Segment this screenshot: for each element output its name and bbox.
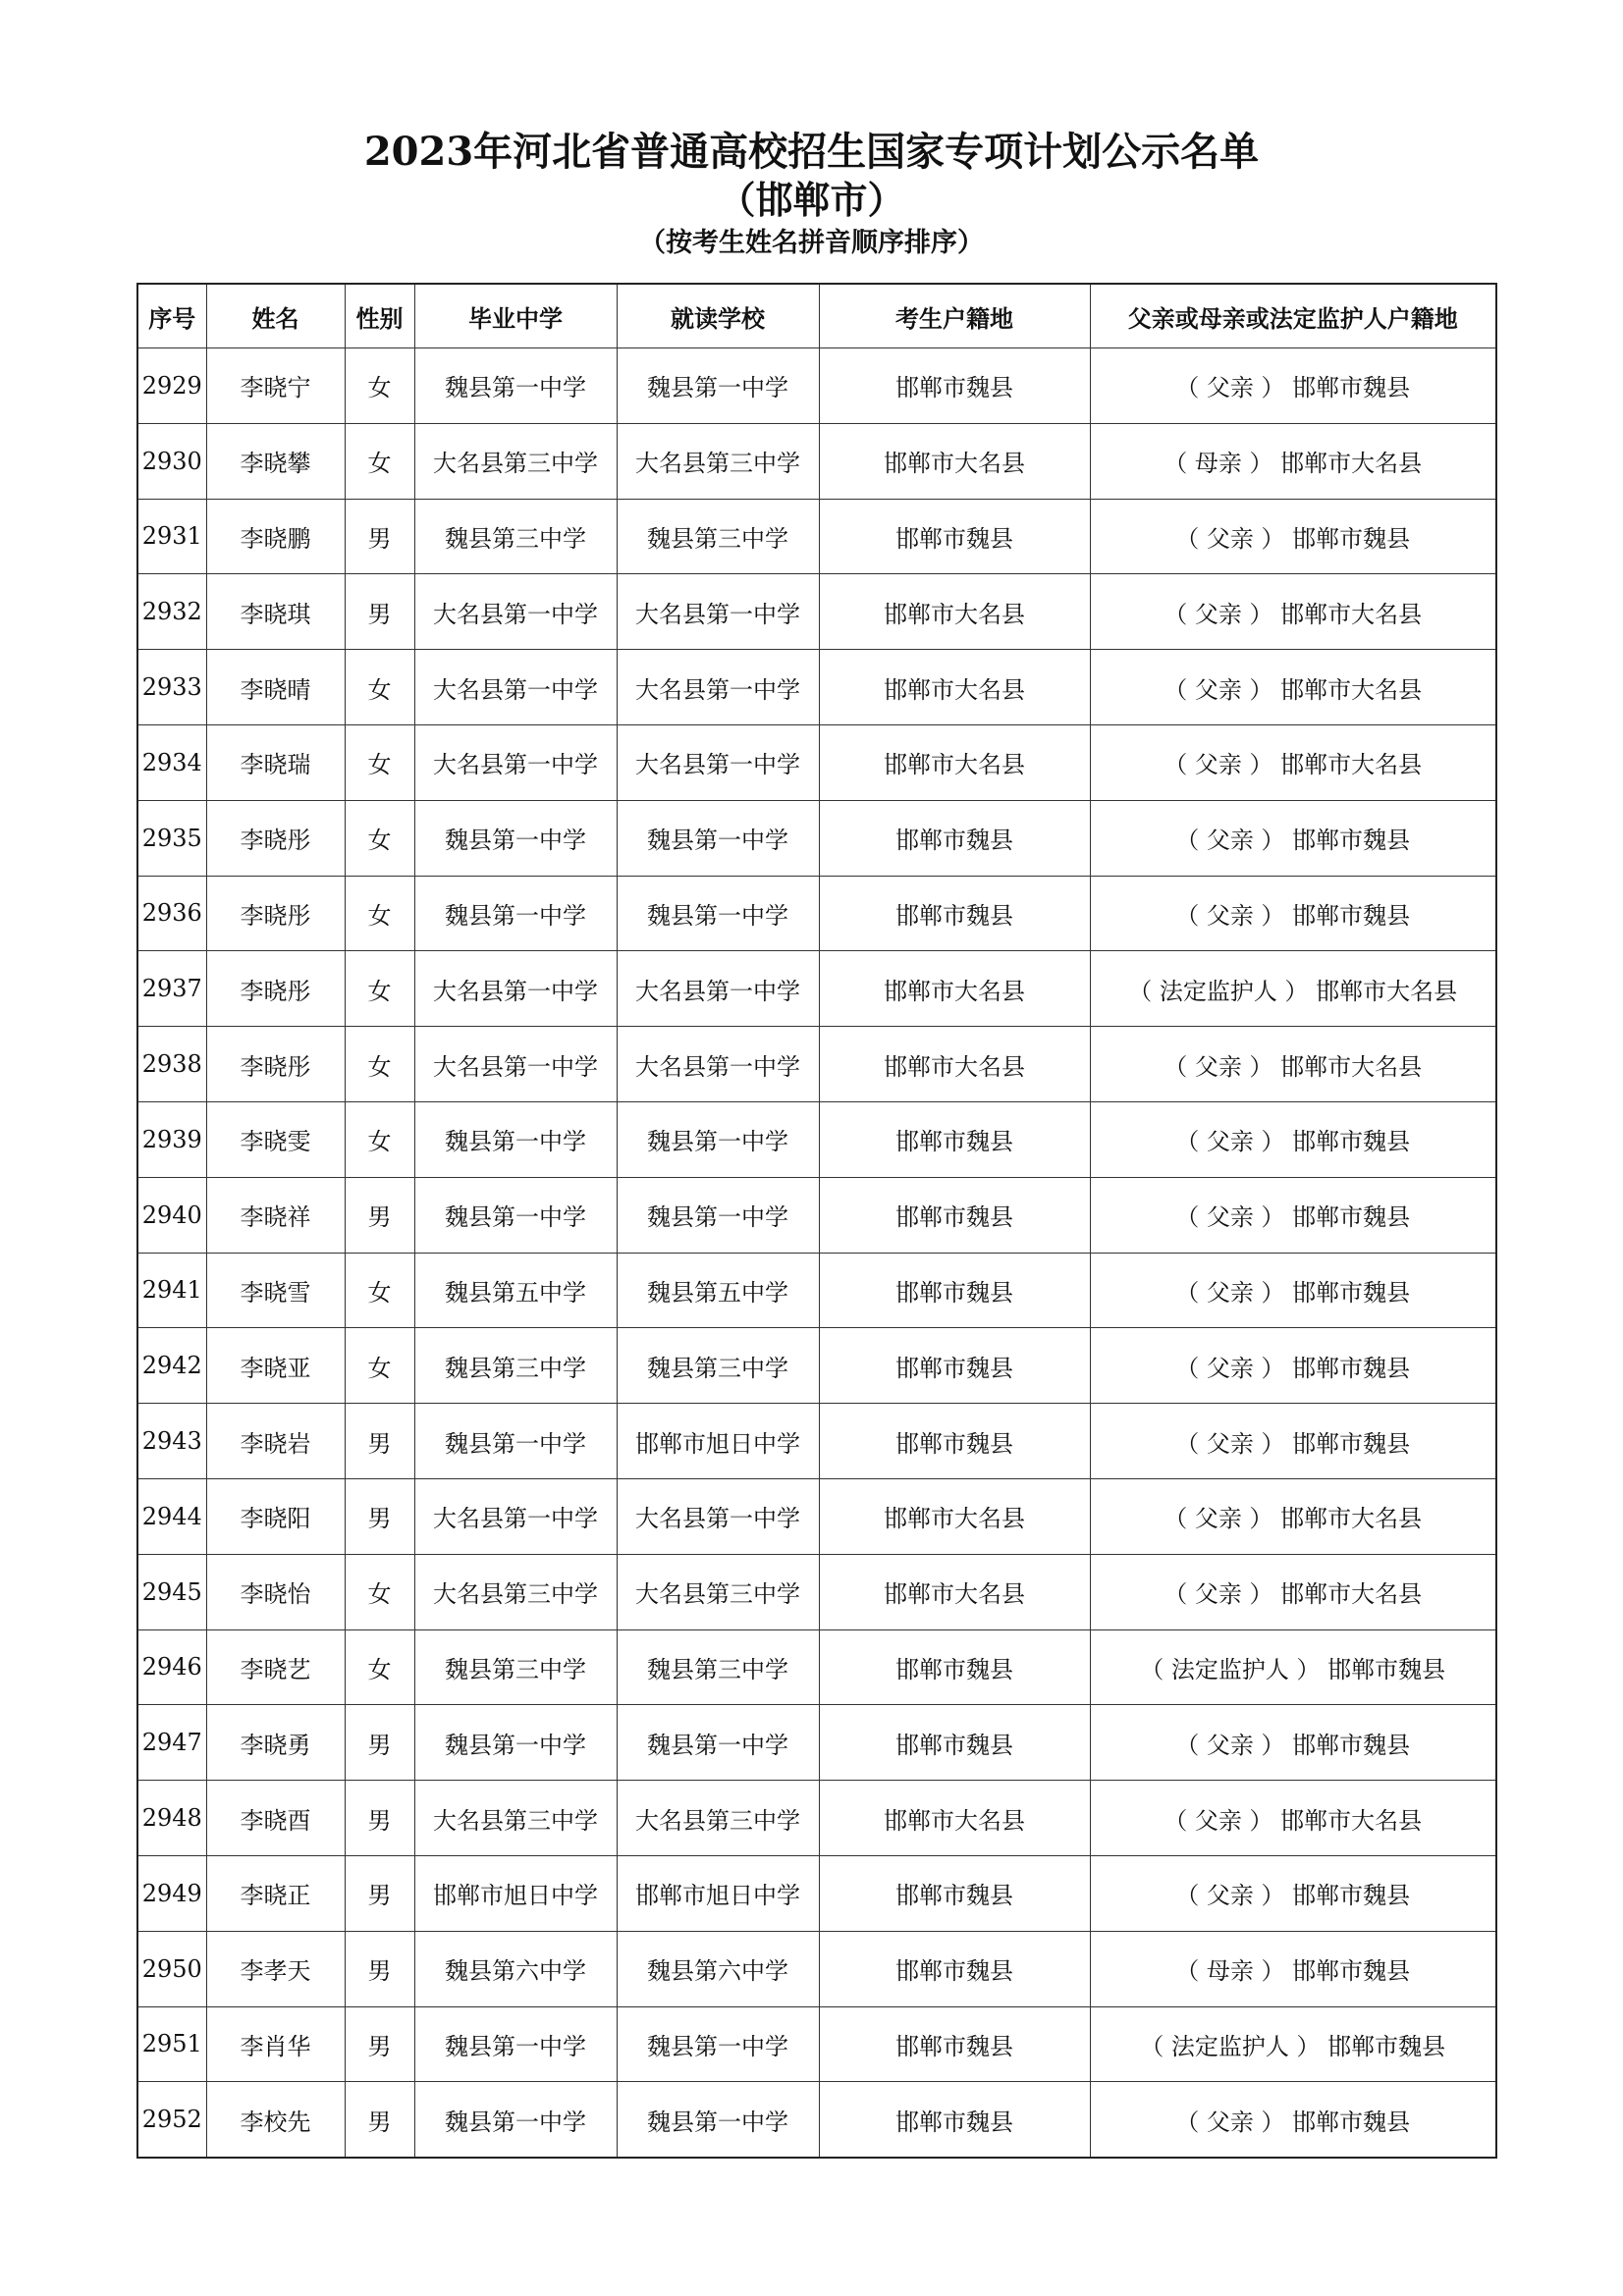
cell-guardian-hukou: （ 母亲 ） 邯郸市魏县 — [1090, 1931, 1496, 2006]
cell-guardian-hukou: （ 父亲 ） 邯郸市魏县 — [1090, 800, 1496, 876]
cell-name: 李晓彤 — [206, 800, 345, 876]
cell-current-school: 魏县第五中学 — [617, 1253, 819, 1328]
cell-name: 李晓彤 — [206, 1027, 345, 1102]
cell-current-school: 魏县第一中学 — [617, 2082, 819, 2158]
cell-graduated-school: 大名县第三中学 — [414, 1781, 617, 1856]
cell-student-hukou: 邯郸市魏县 — [819, 1253, 1090, 1328]
cell-seq: 2931 — [137, 499, 206, 574]
cell-graduated-school: 魏县第六中学 — [414, 1931, 617, 2006]
cell-current-school: 魏县第六中学 — [617, 1931, 819, 2006]
column-header-seq: 序号 — [137, 284, 206, 348]
table-row — [137, 574, 1496, 650]
cell-gender: 男 — [345, 1931, 414, 2006]
cell-name: 李孝天 — [206, 1931, 345, 2006]
cell-name: 李晓祥 — [206, 1177, 345, 1253]
cell-current-school: 魏县第三中学 — [617, 499, 819, 574]
cell-gender: 女 — [345, 1027, 414, 1102]
cell-guardian-hukou: （ 父亲 ） 邯郸市大名县 — [1090, 1478, 1496, 1554]
cell-seq: 2950 — [137, 1931, 206, 2006]
cell-guardian-hukou: （ 法定监护人 ） 邯郸市大名县 — [1090, 951, 1496, 1027]
cell-gender: 女 — [345, 348, 414, 424]
cell-current-school: 大名县第三中学 — [617, 1554, 819, 1629]
cell-student-hukou: 邯郸市大名县 — [819, 724, 1090, 800]
cell-guardian-hukou: （ 父亲 ） 邯郸市魏县 — [1090, 1404, 1496, 1479]
cell-student-hukou: 邯郸市魏县 — [819, 1177, 1090, 1253]
cell-gender: 男 — [345, 1705, 414, 1781]
cell-current-school: 大名县第一中学 — [617, 574, 819, 650]
table-row — [137, 1781, 1496, 1856]
cell-seq: 2941 — [137, 1253, 206, 1328]
cell-graduated-school: 大名县第一中学 — [414, 1027, 617, 1102]
cell-graduated-school: 大名县第三中学 — [414, 1554, 617, 1629]
cell-gender: 男 — [345, 2006, 414, 2082]
table-row — [137, 423, 1496, 499]
table-row — [137, 876, 1496, 951]
cell-guardian-hukou: （ 父亲 ） 邯郸市大名县 — [1090, 650, 1496, 725]
cell-gender: 女 — [345, 1253, 414, 1328]
cell-name: 李晓宁 — [206, 348, 345, 424]
cell-gender: 女 — [345, 951, 414, 1027]
cell-student-hukou: 邯郸市魏县 — [819, 1931, 1090, 2006]
cell-seq: 2943 — [137, 1404, 206, 1479]
cell-seq: 2932 — [137, 574, 206, 650]
table-row — [137, 1253, 1496, 1328]
cell-seq: 2947 — [137, 1705, 206, 1781]
cell-graduated-school: 大名县第一中学 — [414, 951, 617, 1027]
cell-graduated-school: 魏县第一中学 — [414, 2006, 617, 2082]
cell-current-school: 大名县第一中学 — [617, 650, 819, 725]
cell-name: 李晓雯 — [206, 1101, 345, 1177]
cell-current-school: 大名县第三中学 — [617, 423, 819, 499]
cell-name: 李晓岩 — [206, 1404, 345, 1479]
cell-current-school: 大名县第一中学 — [617, 1027, 819, 1102]
cell-seq: 2952 — [137, 2082, 206, 2158]
cell-graduated-school: 大名县第一中学 — [414, 574, 617, 650]
cell-student-hukou: 邯郸市大名县 — [819, 423, 1090, 499]
cell-student-hukou: 邯郸市魏县 — [819, 499, 1090, 574]
cell-seq: 2948 — [137, 1781, 206, 1856]
cell-gender: 女 — [345, 650, 414, 725]
cell-student-hukou: 邯郸市魏县 — [819, 2082, 1090, 2158]
cell-gender: 男 — [345, 499, 414, 574]
cell-name: 李晓彤 — [206, 951, 345, 1027]
cell-guardian-hukou: （ 父亲 ） 邯郸市魏县 — [1090, 876, 1496, 951]
table-row — [137, 1328, 1496, 1404]
cell-guardian-hukou: （ 法定监护人 ） 邯郸市魏县 — [1090, 1629, 1496, 1705]
cell-gender: 男 — [345, 574, 414, 650]
cell-gender: 女 — [345, 800, 414, 876]
page-sort-note: （按考生姓名拼音顺序排序） — [639, 228, 984, 258]
cell-name: 李晓正 — [206, 1855, 345, 1931]
cell-current-school: 大名县第一中学 — [617, 1478, 819, 1554]
cell-gender: 女 — [345, 1328, 414, 1404]
cell-graduated-school: 魏县第三中学 — [414, 499, 617, 574]
cell-guardian-hukou: （ 父亲 ） 邯郸市魏县 — [1090, 499, 1496, 574]
cell-seq: 2942 — [137, 1328, 206, 1404]
cell-guardian-hukou: （ 父亲 ） 邯郸市魏县 — [1090, 2082, 1496, 2158]
cell-gender: 女 — [345, 724, 414, 800]
cell-seq: 2937 — [137, 951, 206, 1027]
cell-current-school: 邯郸市旭日中学 — [617, 1404, 819, 1479]
table-row — [137, 800, 1496, 876]
table-header-row — [137, 284, 1496, 348]
cell-current-school: 魏县第一中学 — [617, 1177, 819, 1253]
column-header-graduated-school: 毕业中学 — [414, 284, 617, 348]
table-row — [137, 1705, 1496, 1781]
cell-current-school: 魏县第一中学 — [617, 800, 819, 876]
cell-graduated-school: 魏县第一中学 — [414, 1101, 617, 1177]
cell-graduated-school: 魏县第一中学 — [414, 876, 617, 951]
cell-student-hukou: 邯郸市魏县 — [819, 2006, 1090, 2082]
table-row — [137, 1177, 1496, 1253]
cell-current-school: 魏县第三中学 — [617, 1629, 819, 1705]
roster-table — [136, 283, 1497, 2159]
cell-graduated-school: 邯郸市旭日中学 — [414, 1855, 617, 1931]
column-header-current-school: 就读学校 — [617, 284, 819, 348]
cell-name: 李晓攀 — [206, 423, 345, 499]
table-row — [137, 1404, 1496, 1479]
cell-seq: 2930 — [137, 423, 206, 499]
column-header-gender: 性别 — [345, 284, 414, 348]
cell-current-school: 魏县第一中学 — [617, 2006, 819, 2082]
cell-name: 李晓阳 — [206, 1478, 345, 1554]
cell-name: 李校先 — [206, 2082, 345, 2158]
cell-gender: 男 — [345, 1177, 414, 1253]
cell-guardian-hukou: （ 父亲 ） 邯郸市魏县 — [1090, 1177, 1496, 1253]
cell-name: 李晓勇 — [206, 1705, 345, 1781]
table-row — [137, 2082, 1496, 2158]
cell-name: 李晓琪 — [206, 574, 345, 650]
cell-student-hukou: 邯郸市魏县 — [819, 800, 1090, 876]
cell-current-school: 魏县第一中学 — [617, 348, 819, 424]
cell-name: 李晓瑞 — [206, 724, 345, 800]
cell-seq: 2929 — [137, 348, 206, 424]
table-row — [137, 1478, 1496, 1554]
table-row — [137, 1101, 1496, 1177]
table-row — [137, 2006, 1496, 2082]
cell-seq: 2934 — [137, 724, 206, 800]
cell-graduated-school: 魏县第一中学 — [414, 800, 617, 876]
table-row — [137, 1931, 1496, 2006]
cell-current-school: 邯郸市旭日中学 — [617, 1855, 819, 1931]
column-header-name: 姓名 — [206, 284, 345, 348]
cell-current-school: 魏县第一中学 — [617, 1705, 819, 1781]
cell-current-school: 大名县第三中学 — [617, 1781, 819, 1856]
table-row — [137, 1027, 1496, 1102]
cell-student-hukou: 邯郸市大名县 — [819, 650, 1090, 725]
cell-seq: 2945 — [137, 1554, 206, 1629]
cell-graduated-school: 魏县第一中学 — [414, 2082, 617, 2158]
cell-name: 李肖华 — [206, 2006, 345, 2082]
table-row — [137, 724, 1496, 800]
cell-gender: 女 — [345, 423, 414, 499]
cell-guardian-hukou: （ 父亲 ） 邯郸市魏县 — [1090, 1855, 1496, 1931]
cell-guardian-hukou: （ 父亲 ） 邯郸市魏县 — [1090, 1328, 1496, 1404]
cell-name: 李晓酉 — [206, 1781, 345, 1856]
cell-guardian-hukou: （ 父亲 ） 邯郸市大名县 — [1090, 1781, 1496, 1856]
cell-student-hukou: 邯郸市魏县 — [819, 876, 1090, 951]
page-title: 2023年河北省普通高校招生国家专项计划公示名单 — [363, 129, 1260, 175]
table-body — [137, 348, 1496, 2159]
cell-student-hukou: 邯郸市大名县 — [819, 1027, 1090, 1102]
cell-guardian-hukou: （ 父亲 ） 邯郸市魏县 — [1090, 1705, 1496, 1781]
cell-graduated-school: 大名县第一中学 — [414, 1478, 617, 1554]
cell-current-school: 大名县第一中学 — [617, 724, 819, 800]
cell-seq: 2940 — [137, 1177, 206, 1253]
table-row — [137, 499, 1496, 574]
cell-student-hukou: 邯郸市魏县 — [819, 1328, 1090, 1404]
cell-gender: 男 — [345, 1478, 414, 1554]
cell-seq: 2938 — [137, 1027, 206, 1102]
cell-gender: 女 — [345, 1101, 414, 1177]
cell-student-hukou: 邯郸市大名县 — [819, 1554, 1090, 1629]
cell-current-school: 大名县第一中学 — [617, 951, 819, 1027]
cell-graduated-school: 大名县第三中学 — [414, 423, 617, 499]
cell-seq: 2935 — [137, 800, 206, 876]
cell-graduated-school: 大名县第一中学 — [414, 650, 617, 725]
cell-student-hukou: 邯郸市大名县 — [819, 574, 1090, 650]
cell-gender: 男 — [345, 1781, 414, 1856]
page-subtitle-city: （邯郸市） — [718, 178, 905, 222]
table-row — [137, 650, 1496, 725]
cell-gender: 女 — [345, 1554, 414, 1629]
cell-student-hukou: 邯郸市魏县 — [819, 1855, 1090, 1931]
cell-graduated-school: 魏县第三中学 — [414, 1629, 617, 1705]
cell-student-hukou: 邯郸市魏县 — [819, 1101, 1090, 1177]
cell-graduated-school: 魏县第一中学 — [414, 1177, 617, 1253]
cell-guardian-hukou: （ 父亲 ） 邯郸市魏县 — [1090, 348, 1496, 424]
cell-current-school: 魏县第三中学 — [617, 1328, 819, 1404]
cell-gender: 男 — [345, 2082, 414, 2158]
cell-name: 李晓艺 — [206, 1629, 345, 1705]
cell-guardian-hukou: （ 父亲 ） 邯郸市大名县 — [1090, 1027, 1496, 1102]
cell-name: 李晓亚 — [206, 1328, 345, 1404]
cell-student-hukou: 邯郸市魏县 — [819, 348, 1090, 424]
cell-graduated-school: 魏县第五中学 — [414, 1253, 617, 1328]
table-row — [137, 1629, 1496, 1705]
cell-gender: 男 — [345, 1404, 414, 1479]
table-row — [137, 951, 1496, 1027]
cell-name: 李晓雪 — [206, 1253, 345, 1328]
cell-gender: 女 — [345, 876, 414, 951]
column-header-student-hukou: 考生户籍地 — [819, 284, 1090, 348]
cell-seq: 2939 — [137, 1101, 206, 1177]
cell-seq: 2946 — [137, 1629, 206, 1705]
cell-guardian-hukou: （ 法定监护人 ） 邯郸市魏县 — [1090, 2006, 1496, 2082]
cell-student-hukou: 邯郸市魏县 — [819, 1705, 1090, 1781]
cell-seq: 2933 — [137, 650, 206, 725]
cell-seq: 2951 — [137, 2006, 206, 2082]
column-header-guardian-hukou: 父亲或母亲或法定监护人户籍地 — [1090, 284, 1496, 348]
cell-gender: 男 — [345, 1855, 414, 1931]
cell-student-hukou: 邯郸市大名县 — [819, 951, 1090, 1027]
cell-name: 李晓晴 — [206, 650, 345, 725]
cell-seq: 2949 — [137, 1855, 206, 1931]
cell-guardian-hukou: （ 母亲 ） 邯郸市大名县 — [1090, 423, 1496, 499]
cell-name: 李晓彤 — [206, 876, 345, 951]
cell-student-hukou: 邯郸市魏县 — [819, 1629, 1090, 1705]
cell-graduated-school: 魏县第一中学 — [414, 1705, 617, 1781]
cell-seq: 2936 — [137, 876, 206, 951]
cell-graduated-school: 魏县第三中学 — [414, 1328, 617, 1404]
cell-student-hukou: 邯郸市魏县 — [819, 1404, 1090, 1479]
cell-graduated-school: 魏县第一中学 — [414, 1404, 617, 1479]
cell-guardian-hukou: （ 父亲 ） 邯郸市魏县 — [1090, 1101, 1496, 1177]
cell-student-hukou: 邯郸市大名县 — [819, 1781, 1090, 1856]
cell-current-school: 魏县第一中学 — [617, 1101, 819, 1177]
cell-graduated-school: 魏县第一中学 — [414, 348, 617, 424]
cell-guardian-hukou: （ 父亲 ） 邯郸市大名县 — [1090, 1554, 1496, 1629]
table-row — [137, 1855, 1496, 1931]
cell-gender: 女 — [345, 1629, 414, 1705]
cell-guardian-hukou: （ 父亲 ） 邯郸市魏县 — [1090, 1253, 1496, 1328]
cell-name: 李晓鹏 — [206, 499, 345, 574]
cell-graduated-school: 大名县第一中学 — [414, 724, 617, 800]
cell-seq: 2944 — [137, 1478, 206, 1554]
table-row — [137, 1554, 1496, 1629]
cell-student-hukou: 邯郸市大名县 — [819, 1478, 1090, 1554]
table-row — [137, 348, 1496, 424]
cell-guardian-hukou: （ 父亲 ） 邯郸市大名县 — [1090, 574, 1496, 650]
cell-current-school: 魏县第一中学 — [617, 876, 819, 951]
cell-name: 李晓怡 — [206, 1554, 345, 1629]
cell-guardian-hukou: （ 父亲 ） 邯郸市大名县 — [1090, 724, 1496, 800]
